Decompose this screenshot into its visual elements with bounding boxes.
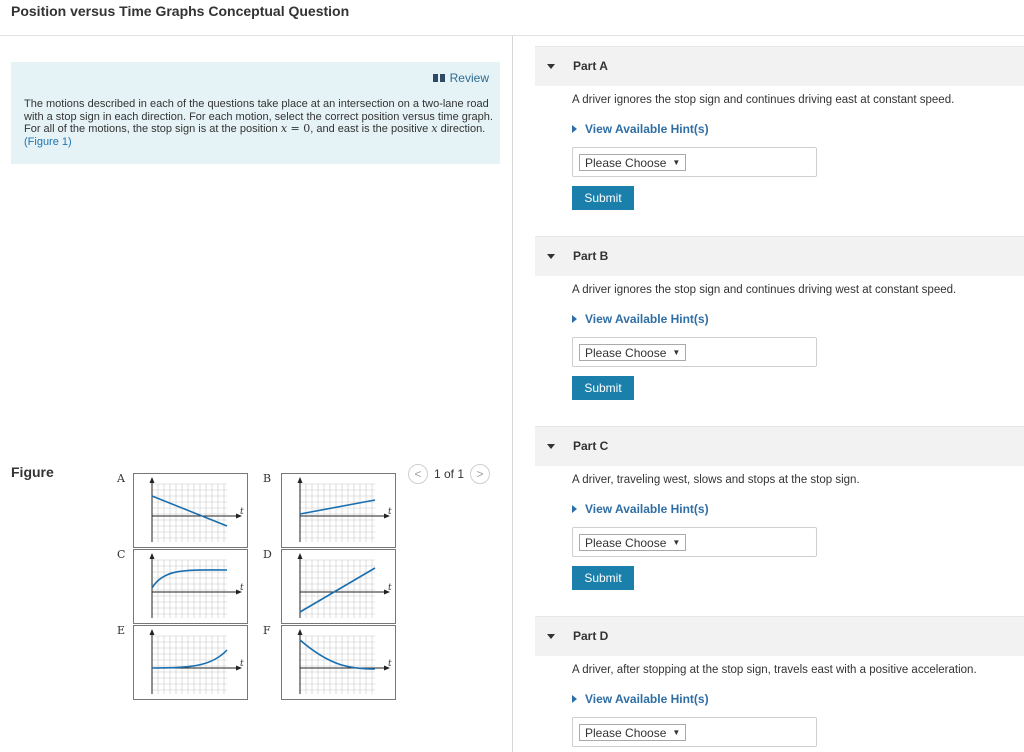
position-time-graph bbox=[133, 473, 248, 548]
expand-triangle-icon bbox=[572, 505, 577, 513]
right-panel bbox=[535, 36, 1024, 752]
expand-triangle-icon bbox=[572, 315, 577, 323]
intro-text-3: direction. bbox=[437, 123, 486, 135]
graph-letter: B bbox=[263, 472, 272, 485]
part-header[interactable] bbox=[535, 426, 1024, 466]
expand-triangle-icon bbox=[572, 695, 577, 703]
chevron-right-icon[interactable]: > bbox=[470, 464, 490, 484]
review-link[interactable] bbox=[433, 71, 489, 85]
answer-select[interactable] bbox=[579, 724, 686, 741]
view-hints-link[interactable] bbox=[572, 502, 709, 516]
hint-label: View Available Hint(s) bbox=[585, 692, 709, 706]
view-hints-link[interactable] bbox=[572, 312, 709, 326]
answer-select[interactable] bbox=[579, 534, 686, 551]
figure-pager bbox=[408, 464, 490, 484]
part-header[interactable] bbox=[535, 46, 1024, 86]
graph-t-axis-label: t bbox=[240, 507, 244, 517]
submit-button[interactable]: Submit bbox=[572, 566, 634, 590]
part-section bbox=[535, 236, 1024, 395]
view-hints-link[interactable] bbox=[572, 122, 709, 136]
graph-t-axis-label: t bbox=[240, 583, 244, 593]
part-question: A driver ignores the stop sign and continues driving east at constant speed. bbox=[572, 94, 955, 106]
graph-letter: F bbox=[263, 624, 271, 637]
position-time-graph bbox=[133, 549, 248, 624]
part-section bbox=[535, 616, 1024, 740]
collapse-triangle-icon bbox=[547, 254, 555, 259]
submit-button[interactable]: Submit bbox=[572, 186, 634, 210]
answer-select[interactable] bbox=[579, 344, 686, 361]
panel-divider bbox=[512, 36, 513, 752]
hint-label: View Available Hint(s) bbox=[585, 502, 709, 516]
dropdown-arrow-icon: ▼ bbox=[672, 538, 681, 547]
select-label: Please Choose bbox=[585, 535, 667, 550]
view-hints-link[interactable] bbox=[572, 692, 709, 706]
math-x: x bbox=[280, 122, 288, 135]
intro-text bbox=[24, 98, 494, 148]
answer-box bbox=[572, 527, 817, 557]
chevron-left-icon[interactable]: < bbox=[408, 464, 428, 484]
part-question: A driver, traveling west, slows and stops at the stop sign. bbox=[572, 474, 860, 486]
part-title: Part A bbox=[573, 59, 608, 73]
graph-t-axis-label: t bbox=[240, 659, 244, 669]
answer-box bbox=[572, 337, 817, 367]
dropdown-arrow-icon: ▼ bbox=[672, 158, 681, 167]
submit-button[interactable]: Submit bbox=[572, 376, 634, 400]
select-label: Please Choose bbox=[585, 345, 667, 360]
answer-select[interactable] bbox=[579, 154, 686, 171]
graph-letter: C bbox=[117, 548, 126, 561]
review-label: Review bbox=[449, 71, 489, 85]
position-time-graph bbox=[281, 473, 396, 548]
position-time-graph bbox=[281, 625, 396, 700]
part-title: Part C bbox=[573, 439, 609, 453]
dropdown-arrow-icon: ▼ bbox=[672, 728, 681, 737]
hint-label: View Available Hint(s) bbox=[585, 122, 709, 136]
collapse-triangle-icon bbox=[547, 634, 555, 639]
intro-text-2: , and east is the positive bbox=[310, 123, 432, 135]
pager-label: 1 of 1 bbox=[434, 467, 465, 481]
page-title: Position versus Time Graphs Conceptual Question bbox=[11, 3, 350, 19]
collapse-triangle-icon bbox=[547, 64, 555, 69]
expand-triangle-icon bbox=[572, 125, 577, 133]
select-label: Please Choose bbox=[585, 155, 667, 170]
intro-text-1: The motions described in each of the questions take place at an intersection on a two-lane road with a stop sign in each direction. For each motion, select the correct position versus time graph. For all of the motions, the stop sign is at the position bbox=[24, 98, 493, 135]
select-label: Please Choose bbox=[585, 725, 667, 740]
figure-link[interactable]: (Figure 1) bbox=[24, 135, 72, 148]
answer-box bbox=[572, 147, 817, 177]
part-title: Part B bbox=[573, 249, 609, 263]
part-header[interactable] bbox=[535, 236, 1024, 276]
part-title: Part D bbox=[573, 629, 609, 643]
dropdown-arrow-icon: ▼ bbox=[672, 348, 681, 357]
math-x2: x bbox=[431, 122, 438, 135]
answer-box bbox=[572, 717, 817, 747]
graph-t-axis-label: t bbox=[388, 507, 392, 517]
position-time-graph bbox=[281, 549, 396, 624]
graph-t-axis-label: t bbox=[388, 583, 392, 593]
book-icon bbox=[433, 74, 445, 82]
part-section bbox=[535, 46, 1024, 205]
part-header[interactable] bbox=[535, 616, 1024, 656]
graph-t-axis-label: t bbox=[388, 659, 392, 669]
part-question: A driver ignores the stop sign and continues driving west at constant speed. bbox=[572, 284, 957, 296]
graph-letter: E bbox=[117, 624, 126, 637]
part-question: A driver, after stopping at the stop sign, travels east with a positive acceleration. bbox=[572, 664, 977, 676]
graph-letter: D bbox=[263, 548, 272, 561]
hint-label: View Available Hint(s) bbox=[585, 312, 709, 326]
figure-label: Figure bbox=[11, 464, 54, 480]
left-panel bbox=[0, 36, 512, 752]
position-time-graph bbox=[133, 625, 248, 700]
intro-panel bbox=[11, 62, 500, 164]
part-section bbox=[535, 426, 1024, 585]
collapse-triangle-icon bbox=[547, 444, 555, 449]
graph-letter: A bbox=[117, 472, 125, 485]
math-eq: = 0 bbox=[287, 122, 311, 135]
